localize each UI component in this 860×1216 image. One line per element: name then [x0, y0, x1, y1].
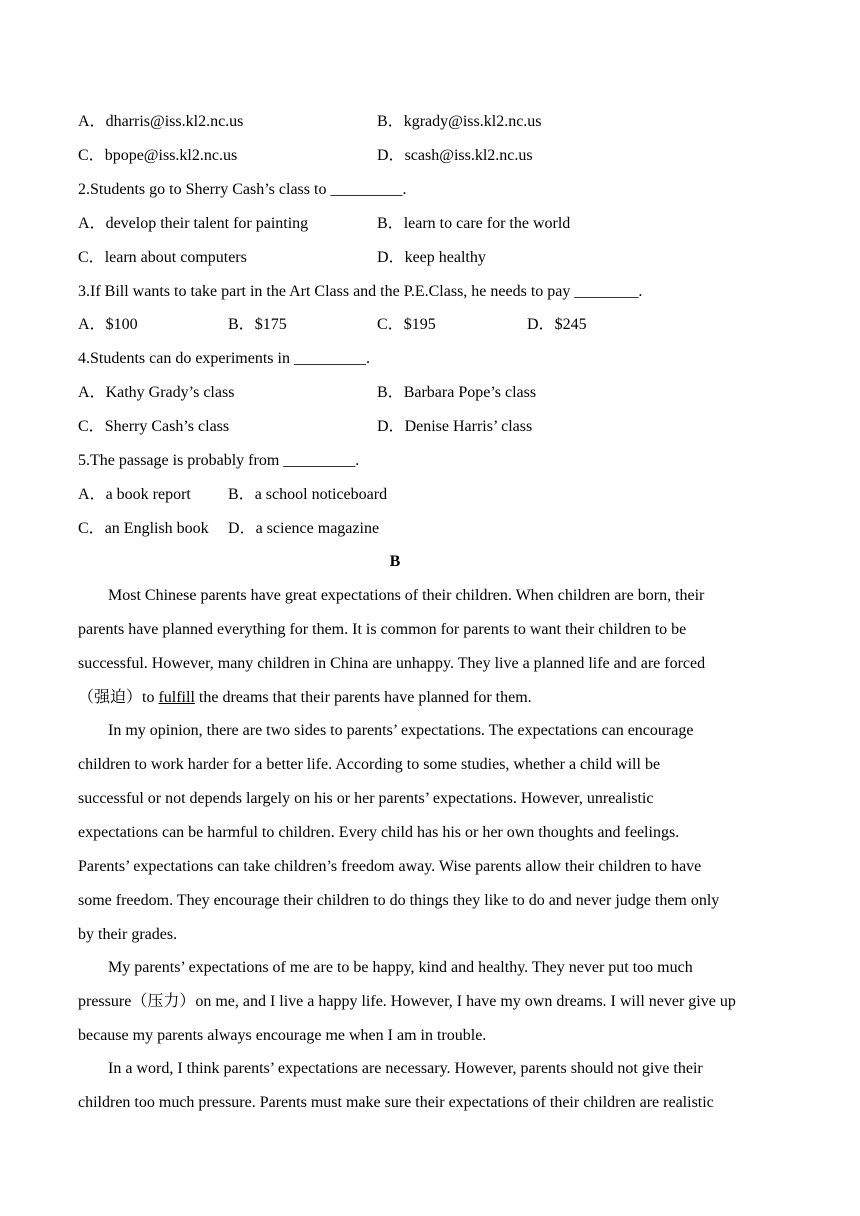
question-3-option-c: C．$195: [377, 316, 436, 333]
paragraph-2-line-6: some freedom. They encourage their children to do things they like to do and never judge them only: [78, 892, 720, 909]
question-3-option-a: A．$100: [78, 316, 138, 333]
question-5-option-b: B．a school noticeboard: [228, 486, 388, 503]
question-5-option-c: C．an English book: [78, 520, 209, 537]
paragraph-4-line-1: In a word, I think parents’ expectations are necessary. However, parents should not give their: [108, 1060, 703, 1077]
question-3-option-b: B．$175: [228, 316, 287, 333]
question-2-option-a: A．develop their talent for painting: [78, 215, 309, 232]
question-5-option-a: A．a book report: [78, 486, 191, 503]
paragraph-3-line-2: pressure（压力）on me, and I live a happy life. However, I have my own dreams. I will never give up: [78, 993, 736, 1010]
section-b-heading: B: [389, 553, 401, 570]
paragraph-2-line-1: In my opinion, there are two sides to parents’ expectations. The expectations can encourage: [108, 722, 694, 739]
question-2-option-b: B．learn to care for the world: [377, 215, 571, 232]
paragraph-1-line-4-start: （强迫）to: [78, 689, 159, 706]
question-4-option-d: D．Denise Harris’ class: [377, 418, 533, 435]
paragraph-3-line-1: My parents’ expectations of me are to be happy, kind and healthy. They never put too much: [108, 959, 693, 976]
question-4-option-a: A．Kathy Grady’s class: [78, 384, 235, 401]
paragraph-2-line-7: by their grades.: [78, 926, 178, 943]
question-3-stem: 3.If Bill wants to take part in the Art Class and the P.E.Class, he needs to pay ________.: [78, 283, 643, 300]
paragraph-4-line-2: children too much pressure. Parents must make sure their expectations of their children are realistic: [78, 1094, 714, 1111]
paragraph-1-line-4-end: the dreams that their parents have planned for them.: [194, 689, 532, 706]
paragraph-1-line-2: parents have planned everything for them. It is common for parents to want their children to be: [78, 621, 687, 638]
question-2-option-d: D．keep healthy: [377, 249, 486, 266]
paragraph-2-line-4: expectations can be harmful to children. Every child has his or her own thoughts and feelings.: [78, 824, 680, 841]
paragraph-2-line-2: children to work harder for a better life. According to some studies, whether a child will be: [78, 756, 661, 773]
paragraph-2-line-3: successful or not depends largely on his or her parents’ expectations. However, unrealistic: [78, 790, 654, 807]
question-2-option-c: C．learn about computers: [78, 249, 247, 266]
paragraph-1-line-4: [78, 681, 784, 715]
question-4-option-c: C．Sherry Cash’s class: [78, 418, 230, 435]
question-1-option-c: C．bpope@iss.kl2.nc.us: [78, 147, 238, 164]
question-4-option-b: B．Barbara Pope’s class: [377, 384, 537, 401]
question-4-stem: 4.Students can do experiments in _________.: [78, 350, 370, 367]
paragraph-3-line-3: because my parents always encourage me when I am in trouble.: [78, 1027, 487, 1044]
question-5-option-d: D．a science magazine: [228, 520, 380, 537]
question-3-option-d: D．$245: [527, 316, 587, 333]
question-2-stem: 2.Students go to Sherry Cash’s class to _________.: [78, 181, 407, 198]
paragraph-2-line-5: Parents’ expectations can take children’s freedom away. Wise parents allow their children to have: [78, 858, 702, 875]
underlined-word-fulfill: fulfill: [158, 689, 195, 706]
paragraph-1-line-1: Most Chinese parents have great expectations of their children. When children are born, their: [108, 587, 705, 604]
question-1-option-a: A．dharris@iss.kl2.nc.us: [78, 113, 244, 130]
question-1-option-d: D．scash@iss.kl2.nc.us: [377, 147, 533, 164]
question-1-option-b: B．kgrady@iss.kl2.nc.us: [377, 113, 542, 130]
question-5-stem: 5.The passage is probably from _________.: [78, 452, 360, 469]
paragraph-1-line-3: successful. However, many children in China are unhappy. They live a planned life and are forced: [78, 655, 706, 672]
